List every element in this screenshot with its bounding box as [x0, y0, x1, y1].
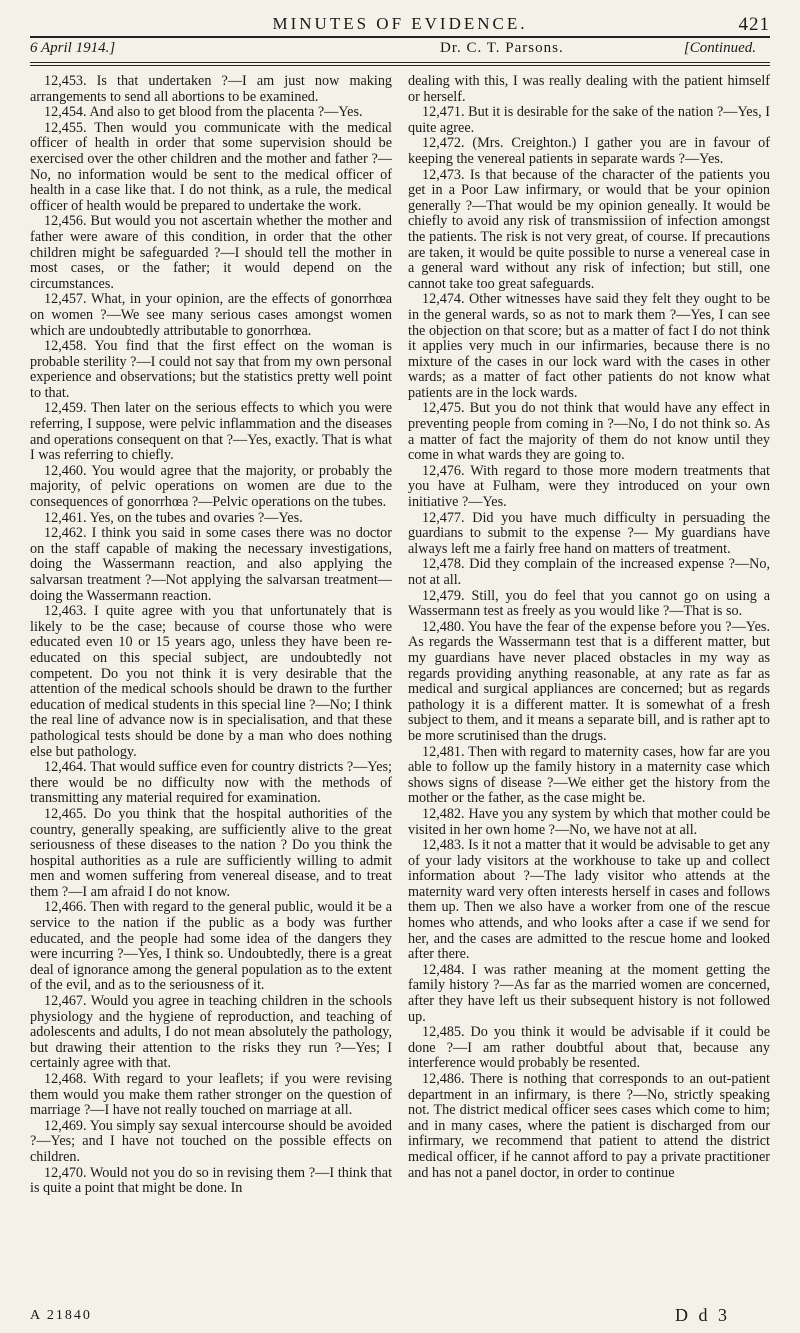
testimony-paragraph — [408, 838, 770, 963]
testimony-paragraph — [408, 589, 770, 620]
testimony-paragraph — [408, 105, 770, 136]
answer-text: dealing with this, I was really dealing with the patient himself or herself. — [408, 74, 770, 105]
testimony-paragraph — [408, 292, 770, 401]
answer-text: —Yes. — [684, 150, 724, 167]
testimony-paragraph — [30, 1166, 392, 1197]
header-rule — [30, 36, 770, 38]
testimony-paragraph — [30, 74, 392, 105]
testimony-paragraph — [408, 1072, 770, 1181]
testimony-paragraph — [408, 74, 770, 105]
answer-text: —No, we have not at all. — [554, 821, 698, 838]
answer-text: —Not applying the salvarsan treatment—doing the Wassermann reaction. — [30, 572, 392, 604]
testimony-paragraph — [30, 807, 392, 901]
question-text: 12,479. Still, you do feel that you cannot go on using a Wassermann test as freely as you would like ? — [408, 587, 770, 620]
question-text: 12,468. With regard to your leaflets; if you were revising them would you make them rather stronger on the question of marriage ? — [30, 1071, 392, 1119]
answer-text: —No, strictly speaking not. The district medical officer sees cases which come to him; and in many cases, where the patient is discharged from our infirmary, we recommend that patient to attend the district medical officer, if he cannot afford to pay a private practitioner and has not a panel doctor, in order to continue — [408, 1086, 770, 1181]
testimony-paragraph — [30, 1119, 392, 1166]
question-text: 12,476. With regard to those more modern treatments that you have at Fulham, were they introduced on your own initiative ? — [408, 462, 770, 511]
question-text: 12,480. You have the fear of the expense before you ? — [422, 618, 732, 635]
question-text: 12,459. Then later on the serious effects to which you were referring, I suppose, were pelvic inflammation and the diseases and operations consequent on that ? — [30, 400, 392, 448]
testimony-paragraph — [408, 807, 770, 838]
question-text: 12,478. Did they complain of the increased expense ? — [422, 556, 735, 573]
answer-text: —I think that is quite a point that might be done. In — [30, 1164, 392, 1197]
subhead-rule-double — [30, 65, 770, 66]
testimony-paragraph — [408, 464, 770, 511]
answer-text: —I could not say that from my own personal experience and observations; but the statistics pretty well point to that. — [30, 353, 392, 401]
answer-text: —No, not at all. — [408, 556, 770, 588]
answer-text: —I am just now making arrangements to send all abortions to be examined. — [30, 74, 392, 105]
question-text: 12,460. You would agree that the majority, or probably the majority, of pelvic operations on women are due to the consequences of gonorrhœa ? — [30, 462, 392, 511]
question-text: 12,473. Is that because of the character of the patients you get in a Poor Law infirmary, or would that be your opinion generally ? — [408, 166, 770, 214]
answer-text: —Yes, I quite agree. — [408, 104, 770, 136]
question-text: 12,470. Would not you do so in revising them ? — [44, 1164, 316, 1181]
right-column — [408, 74, 770, 1324]
question-text: 12,465. Do you think that the hospital authorities of the country, generally speaking, are sufficiently alive to the great seriousness of these diseases to the nation ? Do you think the hospital authorities as a rule are sufficiently willing to admit men and women suffering from venereal disease, and to treat them ? — [30, 805, 392, 900]
question-text: 12,486. There is nothing that corresponds to an out-patient department in an infirmary, is there ? — [408, 1071, 770, 1103]
question-text: 12,471. But it is desirable for the sake of the nation ? — [422, 104, 724, 121]
continued-label: [Continued. — [683, 40, 756, 56]
testimony-paragraph — [408, 620, 770, 745]
answer-text: —Yes; I certainly agree with that. — [30, 1039, 392, 1072]
answer-text: —Yes; there would be no difficulty now with the methods of transmitting any material required for examination. — [30, 759, 392, 807]
testimony-paragraph — [30, 339, 392, 401]
answer-text: —Yes, exactly. That is what I was referring to chiefly. — [30, 431, 392, 464]
testimony-paragraph — [408, 557, 770, 588]
question-text: 12,483. Is it not a matter that it would be advisable to get any of your lady visitors at the workhouse to take up and collect information about ? — [408, 837, 770, 885]
answer-text: —We see many serious cases amongst women which are undoubtedly attributable to gonorrhœa. — [30, 306, 392, 339]
testimony-paragraph — [30, 121, 392, 215]
question-text: 12,461. Yes, on the tubes and ovaries ? — [44, 509, 265, 526]
question-text: 12,462. I think you said in some cases there was no doctor on the staff capable of making the necessary investigations, doing the Wassermann reaction, and also applying the salvarsan treatment ? — [30, 525, 392, 588]
question-text: 12,457. What, in your opinion, are the effects of gonorrhœa on women ? — [30, 291, 392, 323]
testimony-paragraph — [30, 526, 392, 604]
answer-text: —I am rather doubtful about that, because any interference would probably be resented. — [408, 1039, 770, 1072]
answer-text: —Yes. — [468, 494, 507, 511]
answer-text: —I have not really touched on marriage at all. — [90, 1102, 353, 1119]
question-text: 12,456. But would you not ascertain whether the mother and father were aware of this condition, in order that the other children might be safeguarded ? — [30, 213, 392, 261]
question-text: 12,472. (Mrs. Creighton.) I gather you are in favour of keeping the venereal patients in separate wards ? — [408, 135, 770, 167]
question-text: 12,481. Then with regard to maternity cases, how far are you able to follow up the family history in a maternity case which shows signs of disease ? — [408, 743, 770, 791]
question-text: 12,484. I was rather meaning at the moment getting the family history ? — [408, 961, 770, 994]
answer-text: —We either get the history from the mother or the father, as the case might be. — [408, 774, 770, 807]
page-title: MINUTES OF EVIDENCE. — [272, 14, 528, 33]
question-text: 12,455. Then would you communicate with the medical officer of health in order that some supervision should be exercised over the other children and the mother and father ? — [30, 119, 392, 167]
testimony-paragraph — [30, 604, 392, 760]
question-text: 12,467. Would you agree in teaching children in the schools physiology and the hygiene of reproduction, and teaching of adolescents and adults, I do not mean absolutely the pathology, but drawing their attention to the risks they run ? — [30, 993, 392, 1056]
testimony-paragraph — [30, 900, 392, 994]
answer-text: —Yes. — [324, 104, 363, 121]
testimony-paragraph — [408, 168, 770, 293]
running-head — [30, 14, 770, 36]
testimony-paragraph — [30, 214, 392, 292]
subhead — [30, 40, 770, 60]
testimony-paragraph — [30, 105, 392, 121]
testimony-paragraph — [30, 464, 392, 511]
question-text: 12,482. Have you any system by which that mother could be visited in her own home ? — [408, 805, 770, 838]
testimony-paragraph — [408, 136, 770, 167]
answer-text: —No, no information would be sent to the medical officer of health in a case like that. I do not think, as a rule, the medical officer of health would be prepared to undertake the work. — [30, 150, 392, 214]
answer-text: —The lady visitor who attends at the maternity ward very often interests herself in cases and follows them up. Then we also have a worker from one of the rescue homes who attends, and who looks after a case if we send for her, and the cases are admitted to the rescue home and looked after there. — [408, 868, 770, 963]
testimony-paragraph — [408, 511, 770, 558]
hearing-date: 6 April 1914.] — [30, 40, 116, 56]
answer-text: —Yes. As regards the Wassermann test that is a different matter, but my guardians have never placed obstacles in my way as regards providing anything reasonable, at any rate as far as medical and surgical appliances are concerned; but as regards pathology it is a different matter. It is somewhat of a fresh subject to them, and it means a separate bill, and is rather apt to be more scrutinised than the drugs. — [408, 618, 770, 744]
question-text: 12,474. Other witnesses have said they felt they ought to be in the general wards, so as not to mark them ? — [408, 291, 770, 323]
subhead-rule — [30, 62, 770, 63]
witness-name: Dr. C. T. Parsons. — [440, 40, 564, 56]
question-text: 12,463. I quite agree with you that unfortunately that is likely to be the case; because of course those who were educated even 10 or 15 years ago, unless they have been re-educated on this special subject, are undoubtedly not competent. Do you not think it is very desirable that the attention of the medical schools should be drawn to the further education of medical students in this special line ? — [30, 603, 392, 713]
testimony-paragraph — [408, 745, 770, 807]
left-column — [30, 74, 392, 1324]
page-number: 421 — [738, 14, 770, 35]
answer-text: —Yes. — [264, 509, 303, 526]
testimony-paragraph — [30, 511, 392, 527]
testimony-paragraph — [30, 1072, 392, 1119]
question-text: 12,469. You simply say sexual intercourse should be avoided ? — [30, 1117, 392, 1150]
testimony-paragraph — [408, 401, 770, 463]
text-columns — [30, 74, 770, 1324]
question-text: 12,475. But you do not think that would have any effect in preventing people from coming in ? — [408, 400, 770, 433]
testimony-paragraph — [30, 401, 392, 463]
question-text: 12,454. And also to get blood from the placenta ? — [44, 104, 325, 121]
answer-text: —Pelvic operations on the tubes. — [198, 494, 387, 511]
question-text: 12,464. That would suffice even for country districts ? — [44, 759, 354, 776]
testimony-paragraph — [408, 963, 770, 1025]
question-text: 12,466. Then with regard to the general public, would it be a service to the nation if the public as a body was further educated, and the people had some idea of the dangers they were incurring ? — [30, 899, 392, 963]
answer-text: —Yes, I can see the objection on that score; but as a matter of fact I do not think it applies very much in our infirmaries, because there is no mixture of the cases in our lock ward with the cases in other wards; as a matter of fact other patients do not know what patients are in the lock wards. — [408, 306, 770, 401]
question-text: 12,477. Did you have much difficulty in persuading the guardians to submit to the expense ? — [408, 509, 770, 542]
answer-text: —Yes; and I have not touched on the possible effects on children. — [30, 1133, 392, 1165]
testimony-paragraph — [30, 760, 392, 807]
printer-signature: A 21840 — [30, 1308, 92, 1324]
answer-text: — My guardians have always left me a fairly free hand on matters of treatment. — [408, 525, 770, 557]
testimony-paragraph — [408, 1025, 770, 1072]
question-text: 12,485. Do you think it would be advisable if it could be done ? — [408, 1024, 770, 1056]
answer-text: —That is so. — [669, 603, 743, 620]
answer-text: —I should tell the mother in most cases, or the father; it would depend on the circumstances. — [30, 244, 392, 292]
answer-text: —No; I think the real line of advance now is in specialisation, and that these pathological tests should be done by a man who does nothing else but pathology. — [30, 696, 392, 760]
sheet-mark: D d 3 — [675, 1305, 730, 1324]
answer-text: —Yes, I think so. Undoubtedly, there is a great deal of ignorance among the general population as to the extent of the evil, and as to the seriousness of it. — [30, 946, 392, 994]
question-text: 12,453. Is that undertaken ? — [44, 74, 228, 89]
answer-text: —As far as the married women are concerned, after they have left us their subsequent history is not followed up. — [408, 977, 770, 1025]
answer-text: —I am afraid I do not know. — [68, 883, 231, 900]
question-text: 12,458. You find that the first effect on the woman is probable sterility ? — [30, 338, 392, 370]
testimony-paragraph — [30, 292, 392, 339]
answer-text: —No, I do not think so. As a matter of fact the majority of them do not know until they come in what wards they are going to. — [408, 416, 770, 464]
testimony-paragraph — [30, 994, 392, 1072]
answer-text: —That would be my opinion geneally. It would be chiefly to avoid any risk of transmissiion of infection amongst the patients. The risk is not very great, of course. If precautions are taken, it would be quite possible to nurse a venereal case in a general ward without any risk of infection; but still, one cannot take too great safeguards. — [408, 197, 770, 292]
